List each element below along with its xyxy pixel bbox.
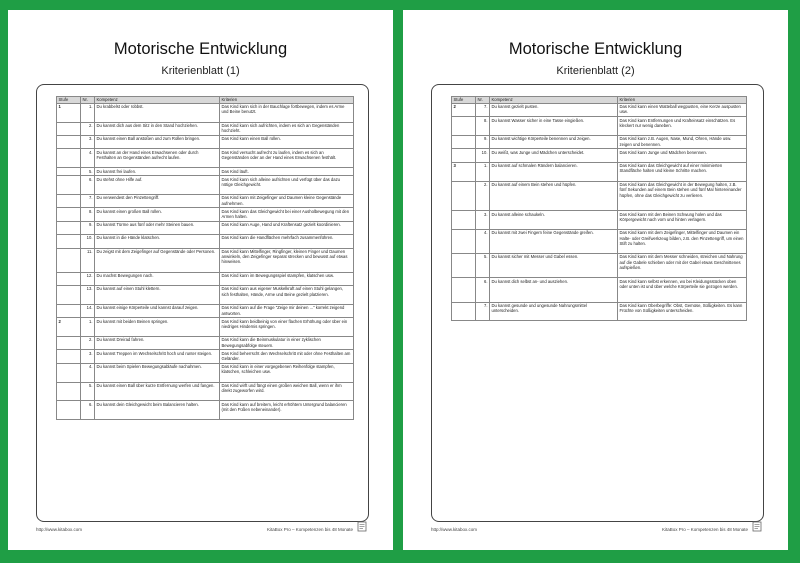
cell-kompetenz: Du kannst sicher mit Messer und Gabel essen. [490, 254, 618, 278]
table-row [57, 103, 354, 122]
table-row [452, 162, 747, 181]
table-row [452, 117, 747, 136]
cell-nr: 6. [81, 176, 95, 195]
cell-kompetenz: Du kannst frei laufen. [95, 168, 220, 176]
table-row [57, 363, 354, 382]
cell-kriterien: Das Kind kann aus eigener Muskelkraft auf einen Stuhl gelangen, sich festhalten, Hände, Arme und Beine gezielt platzieren. [220, 286, 354, 305]
header-kriterien: Kriterien [220, 97, 354, 104]
cell-kriterien: Das Kind kann Mittelfinger, Ringfinger, kleinen Finger und Daumen anwinkeln, den Zeigefinger separat strecken und bewusst auf etwas hinweisen. [220, 248, 354, 272]
footer-url: http://www.kitabox.com [36, 527, 83, 532]
page-left [8, 10, 393, 550]
page-subtitle: Kriterienblatt (2) [556, 65, 635, 77]
cell-kompetenz: Du krabbelst oder robbst. [95, 103, 220, 122]
cell-kriterien: Das Kind kann einen Watteball wegpusten, eine Kerze auspusten usw. [618, 103, 747, 116]
cell-nr: 14. [81, 304, 95, 317]
header-nr: Nr. [476, 97, 490, 104]
cell-kompetenz: Du machst Bewegungen nach. [95, 272, 220, 285]
cell-stufe [57, 337, 81, 350]
page-gutter [393, 10, 403, 550]
cell-kriterien: Das Kind läuft. [220, 168, 354, 176]
cell-stufe [57, 235, 81, 248]
table-row [452, 149, 747, 162]
cell-stufe: 2 [452, 103, 476, 116]
cell-stufe [452, 302, 476, 321]
cell-nr: 4. [81, 363, 95, 382]
cell-kriterien: Das Kind kann sich in der Bauchlage fortbewegen, indem es Arme und Beine benutzt. [220, 103, 354, 122]
cell-nr: 6. [81, 401, 95, 420]
cell-stufe [57, 168, 81, 176]
cell-kompetenz: Du kannst einen Ball anstoßen und zum Rollen bringen. [95, 136, 220, 149]
table-row [452, 230, 747, 254]
table-header-row [452, 97, 747, 104]
cell-kompetenz: Du zeigst mit dem Zeigefinger auf Gegenstände oder Personen. [95, 248, 220, 272]
cell-kriterien: Das Kind kann z.B. Augen, Nase, Mund, Ohren, Hände usw. zeigen und benennen. [618, 136, 747, 149]
cell-nr: 8. [476, 117, 490, 136]
cell-stufe [57, 122, 81, 135]
cell-kriterien: Das Kind kann sich aufrichten, indem es sich an Gegenständen hochzieht. [220, 122, 354, 135]
cell-kompetenz: Du kannst auf einen Stuhl klettern. [95, 286, 220, 305]
cell-nr: 4. [476, 230, 490, 254]
cell-kompetenz: Du kannst wichtige Körperteile benennen und zeigen. [490, 136, 618, 149]
cell-nr: 1. [81, 103, 95, 122]
cell-stufe [452, 117, 476, 136]
table-row [57, 304, 354, 317]
cell-nr: 11. [81, 248, 95, 272]
cell-nr: 3. [81, 136, 95, 149]
cell-nr: 13. [81, 286, 95, 305]
page-subtitle: Kriterienblatt (1) [161, 65, 240, 77]
cell-nr: 12. [81, 272, 95, 285]
cell-stufe [57, 176, 81, 195]
book-icon [357, 521, 367, 532]
cell-nr: 7. [476, 103, 490, 116]
cell-nr: 1. [81, 318, 95, 337]
cell-kriterien: Das Kind kann Entfernungen und Krafteinsatz einschätzen. Es kleckert nur wenig daneben. [618, 117, 747, 136]
cell-kriterien: Das Kind kann sich alleine aufrichten und verfügt über das dazu nötige Gleichgewicht. [220, 176, 354, 195]
table-row [57, 136, 354, 149]
cell-kriterien: Das Kind kann beidbeinig von einer flachen Erhöhung oder über ein niedriges Hindernis springen. [220, 318, 354, 337]
header-nr: Nr. [81, 97, 95, 104]
table-row [452, 103, 747, 116]
table-row [57, 350, 354, 363]
cell-stufe [57, 149, 81, 168]
cell-nr: 1. [476, 162, 490, 181]
cell-kompetenz: Du kannst einige Körperteile und kannst darauf zeigen. [95, 304, 220, 317]
cell-nr: 4. [81, 149, 95, 168]
table-row [452, 254, 747, 278]
table-row [57, 272, 354, 285]
cell-kompetenz: Du kannst mit zwei Fingern feine Gegenstände greifen. [490, 230, 618, 254]
cell-kompetenz: Du kannst dich aus dem Sitz in den Stand hochziehen. [95, 122, 220, 135]
table-row [452, 181, 747, 211]
cell-kompetenz: Du kannst Dreirad fahren. [95, 337, 220, 350]
cell-kriterien: Das Kind kann einen Ball rollen. [220, 136, 354, 149]
table-row [57, 401, 354, 420]
cell-kriterien: Das Kind kann im Bewegungsspiel stampfen, klatschen usw. [220, 272, 354, 285]
table-body [57, 103, 354, 419]
cell-kriterien: Das Kind kann in einer vorgegebenen Reihenfolge stampfen, klatschen, schleichen usw. [220, 363, 354, 382]
cell-stufe [452, 211, 476, 230]
page-title: Motorische Entwicklung [113, 40, 288, 58]
cell-nr: 7. [81, 195, 95, 208]
cell-nr: 3. [81, 350, 95, 363]
table-row [452, 136, 747, 149]
cell-stufe: 3 [452, 162, 476, 181]
cell-nr: 9. [476, 136, 490, 149]
cell-stufe [57, 401, 81, 420]
book-icon [752, 521, 762, 532]
table-row [57, 208, 354, 221]
cell-kriterien: Das Kind kann die Handflächen mehrfach zusammenführen. [220, 235, 354, 248]
cell-stufe [57, 272, 81, 285]
cell-kompetenz: Du weißt, was Junge und Mädchen unterscheidet. [490, 149, 618, 162]
header-kompetenz: Kompetenz [490, 97, 618, 104]
cell-kriterien: Das Kind beherrscht den Wechselschritt mit oder ohne Festhalten am Geländer. [220, 350, 354, 363]
cell-kompetenz: Du kannst Türme aus fünf oder mehr Steinen bauen. [95, 221, 220, 234]
footer-product: KitaBox Pro – Kompetenzen bis 48 Monate [661, 527, 748, 532]
cell-stufe [57, 136, 81, 149]
cell-nr: 5. [476, 254, 490, 278]
cell-kriterien: Das Kind kann das Gleichgewicht bei einer Ausholbewegung mit den Armen halten. [220, 208, 354, 221]
cell-kompetenz: Du kannst Wasser sicher in eine Tasse eingießen. [490, 117, 618, 136]
cell-nr: 8. [81, 208, 95, 221]
cell-kompetenz: Du kannst mit beiden Beinen springen. [95, 318, 220, 337]
table-row [57, 235, 354, 248]
header-kompetenz: Kompetenz [95, 97, 220, 104]
cell-stufe [452, 136, 476, 149]
cell-nr: 6. [476, 278, 490, 302]
cell-kriterien: Das Kind kann mit dem Zeigefinger, Mittelfinger und Daumen ein Halte- oder Greifwerkzeug bilden, z.B. den Pinzettengriff, um einen Stift zu halten. [618, 230, 747, 254]
cell-kriterien: Das Kind kann auf breitem, leicht erhöhtem Untergrund balancieren (mit den Füßen nebeneinander). [220, 401, 354, 420]
table-row [57, 221, 354, 234]
cell-kriterien: Das Kind kann die Beinmuskulatur in einer zyklischen Bewegungsabfolge steuern. [220, 337, 354, 350]
cell-stufe [452, 278, 476, 302]
table-body [452, 103, 747, 320]
cell-nr: 9. [81, 221, 95, 234]
cell-nr: 10. [81, 235, 95, 248]
cell-kompetenz: Du kannst beim Spielen Bewegungsabläufe nachahmen. [95, 363, 220, 382]
cell-stufe [452, 181, 476, 211]
header-stufe: Stufe [57, 97, 81, 104]
cell-kompetenz: Du kannst dein Gleichgewicht beim Balancieren halten. [95, 401, 220, 420]
criteria-table [56, 96, 354, 420]
cell-nr: 2. [476, 181, 490, 211]
table-row [57, 337, 354, 350]
cell-kompetenz: Du kannst an der Hand eines Erwachsenen oder durch Festhalten an Gegenständen aufrecht laufen. [95, 149, 220, 168]
cell-kriterien: Das Kind kann mit Zeigefinger und Daumen kleine Gegenstände aufnehmen. [220, 195, 354, 208]
cell-kriterien: Das Kind wirft und fängt einen großen weichen Ball, wenn er ihm direkt zugeworfen wird. [220, 382, 354, 401]
cell-stufe [57, 248, 81, 272]
cell-stufe [57, 363, 81, 382]
cell-kompetenz: Du kannst einen großen Ball rollen. [95, 208, 220, 221]
cell-kompetenz: Du verwendest den Pinzettengriff. [95, 195, 220, 208]
cell-kompetenz: Du kannst alleine schaukeln. [490, 211, 618, 230]
table-row [57, 168, 354, 176]
cell-kompetenz: Du stehst ohne Hilfe auf. [95, 176, 220, 195]
cell-kompetenz: Du kannst gesunde und ungesunde Nahrungsmittel unterscheiden. [490, 302, 618, 321]
table-row [57, 122, 354, 135]
table-row [452, 278, 747, 302]
table-row [57, 176, 354, 195]
footer-product: KitaBox Pro – Kompetenzen bis 48 Monate [266, 527, 353, 532]
cell-stufe [452, 149, 476, 162]
cell-kompetenz: Du kannst auf schmalen Rändern balancieren. [490, 162, 618, 181]
table-row [57, 149, 354, 168]
table-row [57, 318, 354, 337]
cell-kompetenz: Du kannst in die Hände klatschen. [95, 235, 220, 248]
cell-stufe: 2 [57, 318, 81, 337]
cell-kriterien: Das Kind kann selbst erkennen, wo bei Kleidungsstücken oben oder unten ist und über welche Körperteile sie gezogen werden. [618, 278, 747, 302]
cell-kompetenz: Du kannst dich selbst an- und ausziehen. [490, 278, 618, 302]
cell-kriterien: Das Kind kann Oberbegriffe: Obst, Gemüse, Süßigkeiten. Es kann Früchte von Süßigkeiten unterscheiden. [618, 302, 747, 321]
table-row [452, 302, 747, 321]
cell-stufe [57, 221, 81, 234]
cell-kompetenz: Du kannst gezielt pusten. [490, 103, 618, 116]
cell-stufe: 1 [57, 103, 81, 122]
cell-stufe [452, 230, 476, 254]
table-row [57, 382, 354, 401]
cell-nr: 5. [81, 168, 95, 176]
cell-stufe [57, 195, 81, 208]
table-row [452, 211, 747, 230]
cell-stufe [57, 304, 81, 317]
cell-nr: 2. [81, 337, 95, 350]
cell-nr: 3. [476, 211, 490, 230]
cell-kompetenz: Du kannst auf einem Bein stehen und hüpfen. [490, 181, 618, 211]
cell-kompetenz: Du kannst Treppen im Wechselschritt hoch und runter steigen. [95, 350, 220, 363]
header-stufe: Stufe [452, 97, 476, 104]
cell-kriterien: Das Kind kann das Gleichgewicht auf einer minimierten Standfläche halten und kleine Schritte machen. [618, 162, 747, 181]
cell-kriterien: Das Kind kann Auge, Hand und Kraftensatz gezielt koordinieren. [220, 221, 354, 234]
table-row [57, 286, 354, 305]
table-row [57, 248, 354, 272]
cell-stufe [57, 350, 81, 363]
cell-kompetenz: Du kannst einen Ball über kurze Entfernung werfen und fangen. [95, 382, 220, 401]
cell-nr: 2. [81, 122, 95, 135]
cell-kriterien: Das Kind kann mit dem Messer schneiden, streichen und Nahrung auf die Gabele schieben oder mit der Gabel etwas Geschnittenes aufspießen. [618, 254, 747, 278]
table-row [57, 195, 354, 208]
cell-nr: 7. [476, 302, 490, 321]
cell-kriterien: Das Kind kann das Gleichgewicht in der Bewegung halten, z.B. fünf Sekunden auf einem Bein stehen und fünf Mal hintereinander hüpfen, ohne das Gleichgewicht zu verlieren. [618, 181, 747, 211]
cell-stufe [57, 286, 81, 305]
cell-kriterien: Das Kind kann auf die Frage "Zeige mir deinen ..." korrekt zeigend antworten. [220, 304, 354, 317]
header-kriterien: Kriterien [618, 97, 747, 104]
page-title: Motorische Entwicklung [508, 40, 683, 58]
cell-kriterien: Das Kind versucht aufrecht zu laufen, indem es sich an Gegenständen oder an der Hand eines Erwachsenen festhält. [220, 149, 354, 168]
page-right [403, 10, 788, 550]
cell-stufe [57, 382, 81, 401]
table-header-row [57, 97, 354, 104]
criteria-table [451, 96, 747, 321]
cell-stufe [57, 208, 81, 221]
footer-url: http://www.kitabox.com [431, 527, 478, 532]
cell-stufe [452, 254, 476, 278]
cell-kriterien: Das Kind kann Junge und Mädchen benennen. [618, 149, 747, 162]
cell-kriterien: Das Kind kann mit den Beinen Schwung holen und das Körpergewicht nach vorn und hinten verlagern. [618, 211, 747, 230]
cell-nr: 10. [476, 149, 490, 162]
cell-nr: 5. [81, 382, 95, 401]
